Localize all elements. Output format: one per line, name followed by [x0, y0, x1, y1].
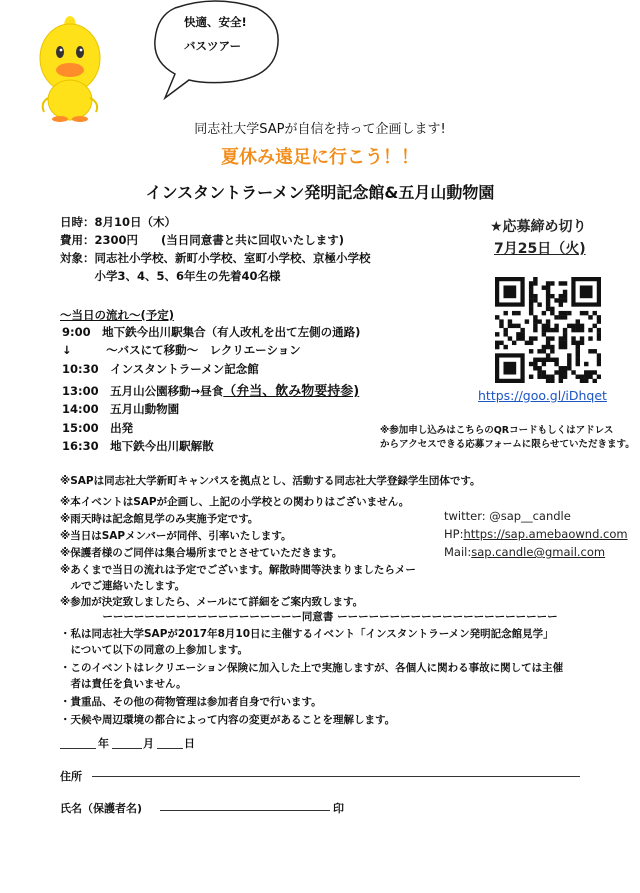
consent-line: ・このイベントはレクリエーション保険に加入した上で実施しますが、各個人に関わる事故に関しては主催	[60, 662, 564, 674]
consent-line: ・天候や周辺環境の都合によって内容の変更があることを理解します。	[60, 714, 396, 726]
info-fee: 費用：2300円 (当日同意書と共に回収いたします)	[60, 233, 345, 247]
note-line: ※本イベントはSAPが企画し、上記の小学校との関わりはございません。	[60, 496, 410, 508]
consent-line: ・私は同志社大学SAPが2017年8月10日に主催するイベント「インスタントラーメン発明記念館見学」	[60, 628, 554, 640]
chick-mascot-image	[30, 8, 110, 123]
consent-line: について以下の同意の上参加します。	[60, 644, 248, 656]
flow-text: 五月山公園移動→昼食	[110, 384, 224, 398]
address-field[interactable]	[92, 776, 580, 777]
twitter-handle[interactable]: @sap__candle	[489, 509, 571, 523]
contact-twitter: twitter: @sap__candle	[444, 509, 571, 523]
about-note: ※SAPは同志社大学新町キャンパスを拠点とし、活動する同志社大学登録学生団体です。	[60, 475, 481, 487]
headline: 夏休み遠足に行こう！！	[221, 147, 419, 168]
guardian-name-label: 氏名（保護者名)	[60, 802, 143, 815]
qr-code-image[interactable]	[495, 277, 601, 383]
contact-mail: Mail:sap.candle@gmail.com	[444, 545, 606, 559]
flow-time: 15:00	[62, 421, 99, 435]
deadline-label: ★応募締め切り	[490, 219, 587, 235]
note-line: ルでご連絡いたします。	[60, 580, 186, 592]
flow-item	[62, 420, 133, 436]
flow-item	[62, 342, 301, 358]
flow-text: インスタントラーメン記念館	[110, 362, 259, 376]
bubble-line-1: 快適、安全!	[184, 15, 247, 29]
flow-time: 16:30	[62, 439, 99, 453]
flow-text: 地下鉄今出川駅解散	[110, 439, 214, 453]
qr-note-2: からアクセスできる応募フォームに限らせていただきます。	[380, 439, 635, 450]
month-blank[interactable]	[112, 748, 142, 749]
flow-time: 10:30	[62, 362, 99, 376]
event-subtitle: インスタントラーメン発明記念館&五月山動物園	[145, 183, 495, 202]
flow-item	[62, 401, 179, 417]
flow-time: 9:00	[62, 325, 91, 339]
flow-item	[62, 361, 259, 377]
flow-time: 13:00	[62, 384, 99, 398]
year-blank[interactable]	[60, 748, 96, 749]
consent-line: 者は責任を負いません。	[60, 678, 187, 690]
note-line: ※保護者様のご同伴は集合場所までとさせていただきます。	[60, 547, 343, 559]
flow-item	[62, 438, 214, 454]
year-label: 年	[98, 737, 109, 750]
info-grades: 小学3、4、5、6年生の先着40名様	[60, 269, 281, 283]
flow-item	[62, 380, 359, 399]
note-line: ※あくまで当日の流れは予定でございます。解散時間等決まりましたらメー	[60, 564, 416, 576]
month-label: 月	[143, 737, 154, 750]
flow-title: 〜当日の流れ〜(予定)	[60, 308, 175, 322]
qr-url-link[interactable]: https://goo.gl/iDhqet	[478, 388, 607, 403]
address-label: 住所	[60, 770, 82, 783]
note-line: ※参加が決定致しましたら、メールにて詳細をご案内致します。	[60, 596, 364, 608]
day-blank[interactable]	[157, 748, 183, 749]
hp-link[interactable]: https://sap.amebaownd.com	[463, 527, 628, 541]
consent-line: ・貴重品、その他の荷物管理は参加者自身で行います。	[60, 696, 322, 708]
flow-text: 五月山動物園	[110, 402, 180, 416]
flow-time: ↓	[62, 343, 72, 357]
day-label: 日	[184, 737, 195, 750]
tagline: 同志社大学SAPが自信を持って企画します!	[194, 122, 446, 137]
flow-extra: （弁当、飲み物要持参)	[223, 384, 360, 399]
flow-text: 出発	[110, 421, 134, 435]
mail-link[interactable]: sap.candle@gmail.com	[471, 545, 606, 559]
consent-header: ーーーーーーーーーーーーーーーーーーー同意書 ーーーーーーーーーーーーーーーーーーーーー	[102, 611, 558, 623]
flow-time: 14:00	[62, 402, 99, 416]
seal-label: 印	[333, 802, 344, 815]
note-line: ※当日はSAPメンバーが同伴、引率いたします。	[60, 530, 292, 542]
info-target: 対象：同志社小学校、新町小学校、室町小学校、京極小学校	[60, 251, 371, 265]
flow-item	[62, 324, 360, 340]
deadline-date: 7月25日（火)	[494, 241, 586, 257]
info-date: 日時：8月10日（木）	[60, 215, 177, 229]
qr-note-1: ※参加申し込みはこちらのQRコードもしくはアドレス	[380, 425, 614, 436]
flow-text: 〜バスにて移動〜 レクリエーション	[106, 343, 301, 357]
guardian-name-field[interactable]	[160, 810, 330, 811]
contact-hp: HP:https://sap.amebaownd.com	[444, 527, 628, 541]
bubble-line-2: バスツアー	[184, 39, 242, 53]
flow-text: 地下鉄今出川駅集合（有人改札を出て左側の通路)	[102, 325, 361, 339]
note-line: ※雨天時は記念館見学のみ実施予定です。	[60, 513, 259, 525]
